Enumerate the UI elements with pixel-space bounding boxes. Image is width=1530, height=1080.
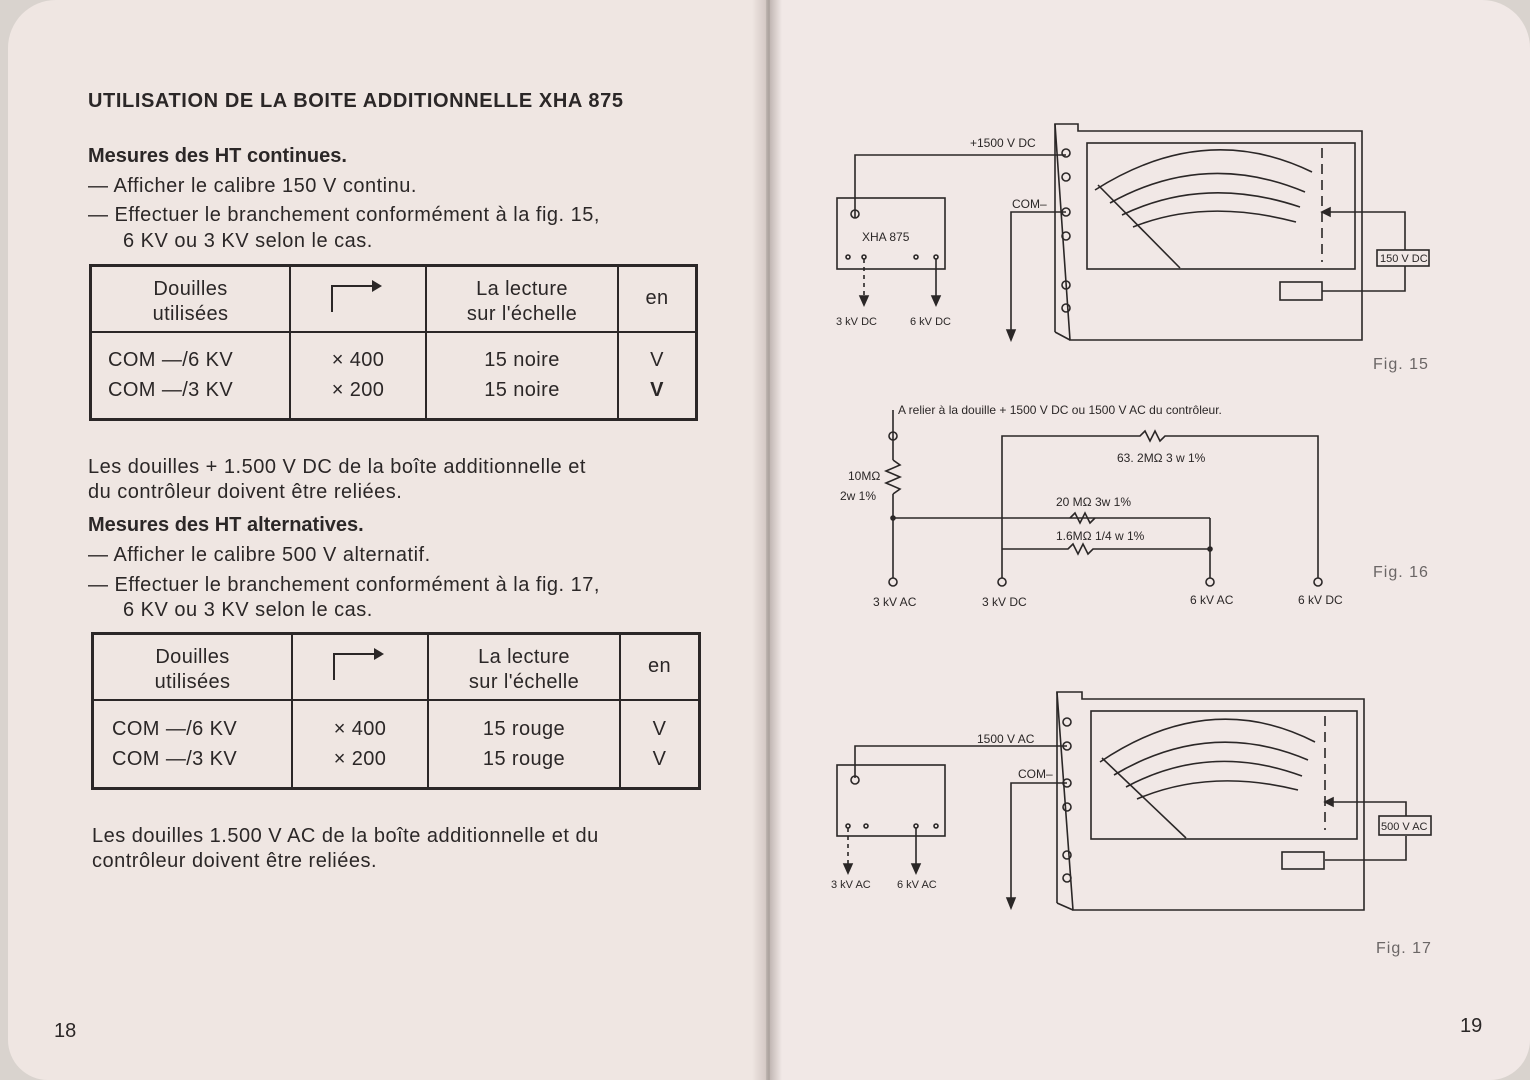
fig15-com: COM– [1012,197,1047,211]
header-unit: en [620,634,700,700]
dc-step-2-cont: 6 KV ou 3 KV selon le cas. [123,230,373,252]
header-sockets: Douilles utilisées [93,634,293,700]
fig16-label: Fig. 16 [1373,564,1429,581]
header-unit: en [618,266,697,332]
fig16-t1: 3 kV AC [873,595,917,609]
fig17-out3: 3 kV AC [831,879,871,891]
fig16-r3: 20 MΩ 3w 1% [1056,495,1131,509]
fig16-r4: 1.6MΩ 1/4 w 1% [1056,529,1145,543]
ac-note-cont: contrôleur doivent être reliées. [92,850,378,872]
fig15-wiring [855,155,1066,340]
page-number-right: 19 [1460,1015,1483,1037]
dc-step-2: — Effectuer le branchement conformément à la fig. 15, [88,204,600,226]
fig17-out6: 6 kV AC [897,879,937,891]
ac-heading: Mesures des HT alternatives. [88,514,364,536]
ac-note: Les douilles 1.500 V AC de la boîte additionnelle et du [92,825,599,847]
fig16-r2b: 2w 1% [840,489,877,503]
header-reading: La lecture sur l'échelle [428,634,620,700]
fig16-t4: 6 kV DC [1298,593,1343,607]
ac-multipliers: × 400 × 200 [292,700,428,789]
fig16-note: A relier à la douille + 1500 V DC ou 1500 V AC du contrôleur. [898,403,1222,417]
dc-units: V V [618,332,697,420]
fig15-box-label: XHA 875 [862,230,910,244]
page-number-left: 18 [54,1020,77,1042]
dc-step-1: — Afficher le calibre 150 V continu. [88,175,417,197]
fig17-meter [1057,692,1406,910]
ac-readings: 15 rouge 15 rouge [428,700,620,789]
fig17-com: COM– [1018,767,1053,781]
fig15-plus1500: +1500 V DC [970,136,1036,150]
fig16-t2: 3 kV DC [982,595,1027,609]
dc-sockets: COM —/6 KV COM —/3 KV [91,332,291,420]
fig15-out6: 6 kV DC [910,316,951,328]
fig15-meter [1055,124,1405,340]
dc-readings: 15 noire 15 noire [426,332,618,420]
ac-step-2-cont: 6 KV ou 3 KV selon le cas. [123,599,373,621]
fig17-label: Fig. 17 [1376,940,1432,957]
fig17-1500: 1500 V AC [977,732,1035,746]
fig17-cal: 500 V AC [1381,821,1428,833]
fig16-t3: 6 kV AC [1190,593,1234,607]
header-sockets: Douilles utilisées [91,266,291,332]
fig15-cal: 150 V DC [1380,253,1428,265]
ac-units: V V [620,700,700,789]
fig15-out3: 3 kV DC [836,316,877,328]
header-reading: La lecture sur l'échelle [426,266,618,332]
fig15-label: Fig. 15 [1373,356,1429,373]
ac-step-2: — Effectuer le branchement conformément à la fig. 17, [88,574,600,596]
dc-heading: Mesures des HT continues. [88,145,347,167]
ac-sockets: COM —/6 KV COM —/3 KV [93,700,293,789]
dc-note: Les douilles + 1.500 V DC de la boîte additionnelle et [88,456,586,478]
fig16-r2a: 10MΩ [848,469,881,483]
page-title: UTILISATION DE LA BOITE ADDITIONNELLE XHA 875 [88,90,624,112]
dc-note-cont: du contrôleur doivent être reliées. [88,481,403,503]
ac-step-1: — Afficher le calibre 500 V alternatif. [88,544,431,566]
fig16-r1: 63. 2MΩ 3 w 1% [1117,451,1206,465]
dc-multipliers: × 400 × 200 [290,332,426,420]
